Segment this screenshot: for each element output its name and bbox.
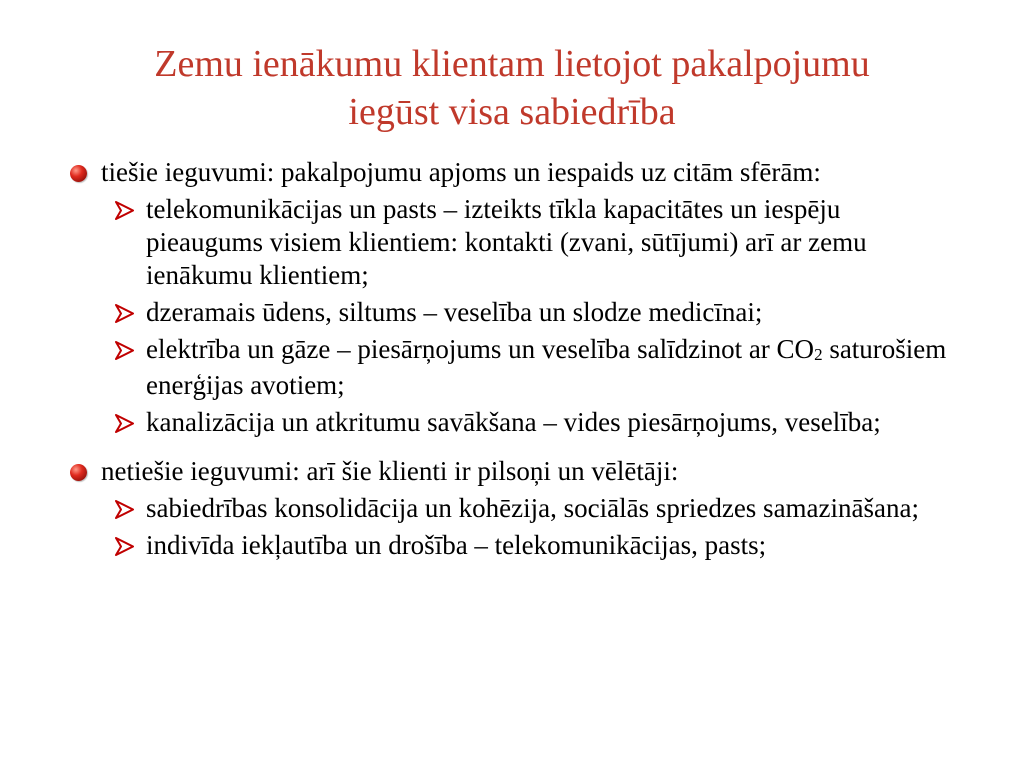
arrow-bullet-icon xyxy=(115,492,141,525)
sub-bullet-text: indivīda iekļautība un drošība – telekomunikācijas, pasts; xyxy=(146,530,767,560)
sub-bullet-text: sabiedrības konsolidācija un kohēzija, sociālās spriedzes samazināšana; xyxy=(146,493,919,523)
slide-title-line-1: Zemu ienākumu klientam lietojot pakalpojumu xyxy=(154,43,870,85)
sub-bullet-sewerage-waste xyxy=(101,406,964,439)
arrow-bullet-icon xyxy=(115,193,141,226)
arrow-bullet-icon xyxy=(115,406,141,439)
co2-subscript: 2 xyxy=(814,345,823,364)
sub-bullet-list xyxy=(101,193,964,439)
sub-bullet-consolidation xyxy=(101,492,964,525)
slide-title xyxy=(40,40,984,136)
arrow-bullet-icon xyxy=(115,296,141,329)
sub-bullet-electricity-gas xyxy=(101,333,964,402)
sub-bullet-text-part-2: saturošiem enerģijas avotiem; xyxy=(146,334,947,400)
arrow-bullet-icon xyxy=(115,333,141,366)
sub-bullet-text-part-1: elektrība un gāze – piesārņojums un veselība salīdzinot ar CO xyxy=(146,334,815,364)
arrow-bullet-icon xyxy=(115,529,141,562)
sub-bullet-text: kanalizācija un atkritumu savākšana – vides piesārņojums, veselība; xyxy=(146,407,881,437)
bullet-indirect-benefits xyxy=(0,455,1024,562)
sub-bullet-water-heat xyxy=(101,296,964,329)
sub-bullet-text: dzeramais ūdens, siltums – veselība un slodze medicīnai; xyxy=(146,297,763,327)
bullet-direct-benefits xyxy=(0,156,1024,439)
red-ball-bullet-icon xyxy=(70,464,87,481)
sub-bullet-list xyxy=(101,492,964,562)
sub-bullet-telecom-post xyxy=(101,193,964,292)
bullet-text: netiešie ieguvumi: arī šie klienti ir pilsoņi un vēlētāji: xyxy=(101,456,679,486)
bullet-list xyxy=(0,156,1024,566)
slide-title-line-2: iegūst visa sabiedrība xyxy=(348,91,676,133)
red-ball-bullet-icon xyxy=(70,165,87,182)
sub-bullet-inclusion-security xyxy=(101,529,964,562)
sub-bullet-text: telekomunikācijas un pasts – izteikts tīkla kapacitātes un iespēju pieaugums visiem klientiem: kontakti (zvani, sūtījumi) arī ar zemu ienākumu klientiem; xyxy=(146,194,867,290)
bullet-text: tiešie ieguvumi: pakalpojumu apjoms un iespaids uz citām sfērām: xyxy=(101,157,821,187)
